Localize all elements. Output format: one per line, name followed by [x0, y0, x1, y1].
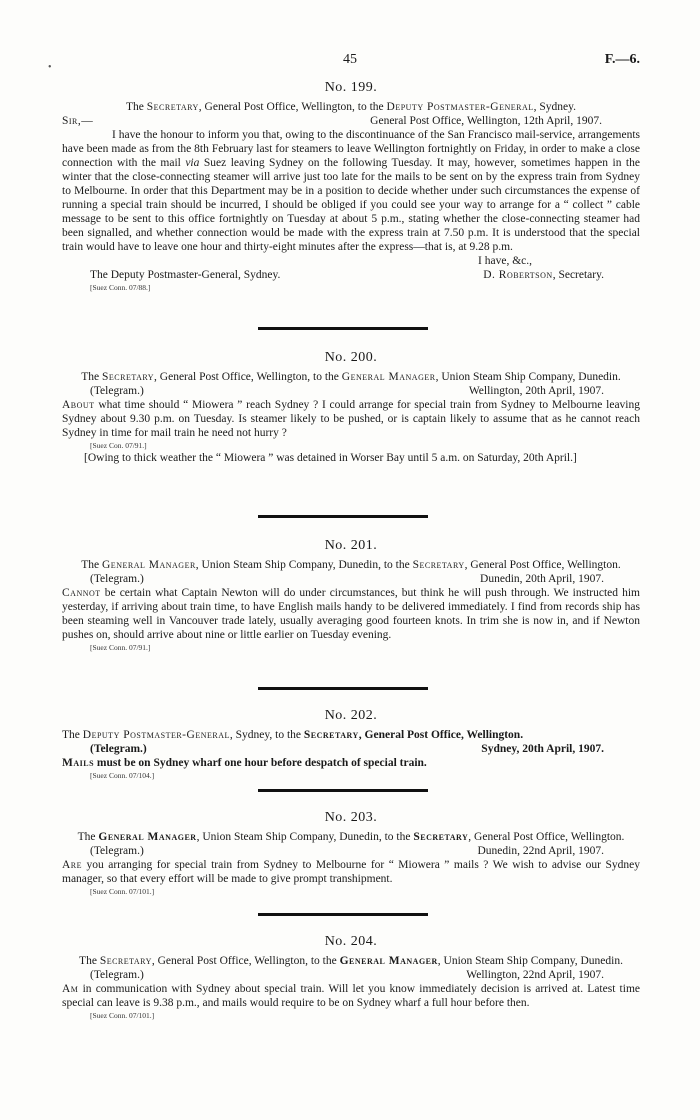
letter-number: No. 203. [324, 810, 378, 825]
letter-address [62, 370, 640, 384]
section-divider [258, 913, 428, 916]
salutation-row [62, 114, 640, 128]
letter-number: No. 199. [324, 80, 378, 95]
address-from: General Manager [102, 559, 196, 571]
section-divider [258, 327, 428, 330]
address-from: Secretary [146, 101, 199, 113]
file-reference: [Suez Conn. 07/101.] [90, 887, 155, 896]
file-reference: [Suez Con. 07/91.] [90, 441, 147, 450]
address-pre: The [79, 955, 100, 967]
address-post: , Union Steam Ship Company, Dunedin. [437, 955, 623, 967]
body-italic: via [185, 157, 200, 169]
address-mid: , Union Steam Ship Company, Dunedin, to the [196, 831, 414, 843]
section-divider [258, 687, 428, 690]
address-pre: The [77, 831, 99, 843]
letter-body [62, 756, 640, 770]
letter-number: No. 200. [324, 350, 378, 365]
address-from: Secretary [102, 371, 155, 383]
signature-row [62, 268, 640, 282]
letter-number: No. 201. [324, 538, 378, 553]
body-text: be certain what Captain Newton will do under circumstances, but think he will push through. We instructed him yesterday, if arriving about train time, to have English mails handy to be delivered immediately. I find from records ship has been steaming well in Vancouver trade lately, usually averaging good fourteen knots. In trim she is now in, and if Newton pushes on, should arrive about nine or little earlier on Tuesday evening. [62, 587, 640, 641]
note-text: [Owing to thick weather the “ Miowera ” was detained in Worser Bay until 5 a.m. on Saturday, 20th April.] [84, 452, 577, 464]
body-text: what time should “ Miowera ” reach Sydney ? I could arrange for special train from Sydney to Melbourne leaving Sydney about 9.30 p.m. on Tuesday. Is steamer likely to be pushed, or is captain likely to assume that as he cannot reach Sydney in time for mail train he need not hurry ? [62, 399, 640, 439]
letter-address [62, 100, 640, 114]
message-type: (Telegram.) [90, 969, 144, 981]
signature-name: D. Robertson [483, 269, 553, 281]
editorial-note [62, 451, 640, 465]
letter-number: No. 204. [324, 934, 378, 949]
dateline: Wellington, 22nd April, 1907. [466, 969, 604, 981]
margin-mark: • [48, 62, 52, 73]
letter-202 [62, 708, 640, 781]
body-text: you arranging for special train from Sydney to Melbourne for “ Miowera ” mails ? We wish to advise our Sydney manager, so that every effort will be made to give prompt transhipment. [62, 859, 640, 885]
letter-body [62, 128, 640, 254]
letter-number: No. 202. [324, 708, 378, 723]
first-word: Cannot [62, 587, 101, 599]
address-pre: The [125, 101, 147, 113]
first-word: Mails [62, 757, 95, 769]
address-to: Deputy Postmaster-General [386, 101, 534, 113]
letter-201 [62, 538, 640, 653]
page-number: 45 [343, 52, 357, 67]
message-type: (Telegram.) [90, 845, 144, 857]
message-type: (Telegram.) [90, 573, 144, 585]
telegram-row [62, 572, 640, 586]
address-from: Deputy Postmaster-General [82, 729, 230, 741]
page-header [48, 52, 640, 73]
address-post: , Union Steam Ship Company, Dunedin. [435, 371, 621, 383]
address-post: , General Post Office, Wellington. [468, 831, 625, 843]
address-to: General Manager [341, 371, 436, 383]
body-text: must be on Sydney wharf one hour before despatch of special train. [94, 757, 427, 769]
body-text: in communication with Sydney about special train. Will let you know immediately decision is arrived at. Latest time special can leave is 9.38 p.m., and mails would require to be on Sydney wharf a full hour before then. [62, 983, 640, 1009]
address-to: Secretary [303, 729, 359, 741]
letter-body [62, 398, 640, 440]
address-mid: , Union Steam Ship Company, Dunedin, to the [195, 559, 413, 571]
letter-body [62, 586, 640, 642]
dateline: Wellington, 20th April, 1907. [468, 385, 604, 397]
file-reference: [Suez Conn. 07/104.] [90, 771, 155, 780]
signature-title: , Secretary. [552, 269, 604, 281]
message-type: (Telegram.) [90, 385, 144, 397]
address-pre: The [81, 559, 102, 571]
letter-address [62, 558, 640, 572]
address-to: Secretary [413, 831, 469, 843]
letter-address [62, 728, 640, 742]
address-mid: , Sydney, to the [229, 729, 304, 741]
body-text: I have the honour to inform you that, owing to the discontinuance of the San Francisco mail-service, arrangements have been made as from the 8th February last for steamers to leave Wellington fortnightly on Friday, in order to make a close connection with the mail [62, 129, 640, 169]
letter-address [62, 830, 640, 844]
address-pre: The [62, 729, 83, 741]
dateline: Dunedin, 20th April, 1907. [480, 573, 604, 585]
dateline: General Post Office, Wellington, 12th April, 1907. [370, 115, 602, 127]
signature [483, 268, 604, 282]
address-post: , General Post Office, Wellington. [464, 559, 621, 571]
address-mid: , General Post Office, Wellington, to the [154, 371, 342, 383]
address-from: Secretary [99, 955, 152, 967]
document-reference: F.—6. [604, 52, 640, 67]
letter-203 [62, 810, 640, 897]
message-type: (Telegram.) [90, 743, 147, 755]
file-reference: [Suez Conn. 07/88.] [90, 283, 151, 292]
address-to: General Manager [339, 955, 438, 967]
recipient: The Deputy Postmaster-General, Sydney. [90, 269, 281, 281]
letter-199 [62, 80, 640, 293]
letter-body [62, 858, 640, 886]
dateline: Sydney, 20th April, 1907. [481, 743, 604, 755]
telegram-row [62, 742, 640, 756]
telegram-row [62, 844, 640, 858]
section-divider [258, 515, 428, 518]
first-word: Are [62, 859, 83, 871]
letter-200 [62, 350, 640, 465]
file-reference: [Suez Conn. 07/91.] [90, 643, 151, 652]
first-word: About [62, 399, 95, 411]
body-text-rest: Suez leaving Sydney on the following Tuesday. It may, however, sometimes happen in the winter that the close-connecting steamer will arrive just too late for the mails to be sent on by the express train from Sydney to Melbourne. In order that this Department may be in a position to decide whether under such circumstances the expense of running a special train should be incurred, I should be obliged if you could see your way to arrange for a “ collect ” cable message to be sent to this office fortnightly on Tuesday at about 5 p.m., stating whether the close-connecting steamer had been signalled, and whether connection would be made with the express train at 7.50 p.m. It is understood that the special train would have to leave one hour and thirty-eight minutes after the express—that is, at 9.28 p.m. [62, 157, 640, 253]
address-post: , Sydney. [533, 101, 577, 113]
dateline: Dunedin, 22nd April, 1907. [477, 845, 604, 857]
section-divider [258, 789, 428, 792]
address-to: Secretary [412, 559, 465, 571]
letter-204 [62, 934, 640, 1021]
address-from: General Manager [98, 831, 197, 843]
first-word: Am [62, 983, 79, 995]
address-mid: , General Post Office, Wellington, to the [151, 955, 340, 967]
address-pre: The [81, 371, 102, 383]
address-post: , General Post Office, Wellington. [358, 729, 524, 741]
letter-address [62, 954, 640, 968]
file-reference: [Suez Conn. 07/101.] [90, 1011, 155, 1020]
closing: I have, &c., [478, 255, 532, 267]
salutation: Sir,— [62, 115, 94, 127]
telegram-row [62, 968, 640, 982]
address-mid: , General Post Office, Wellington, to the [198, 101, 387, 113]
letter-body [62, 982, 640, 1010]
telegram-row [62, 384, 640, 398]
